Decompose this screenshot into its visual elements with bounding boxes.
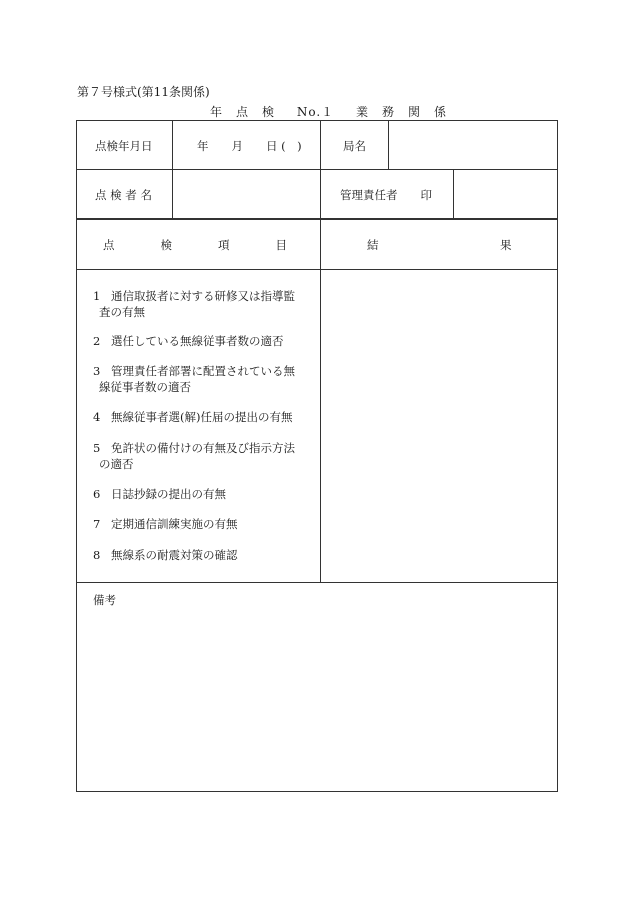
- row-divider: [76, 169, 558, 170]
- item-text: 通信取扱者に対する研修又は指導監: [111, 289, 295, 303]
- inspection-date-field[interactable]: 年 月 日 ( ): [197, 139, 302, 153]
- item-text: 選任している無線従事者数の適否: [111, 334, 284, 348]
- item-text-continued: 線従事者数の適否: [99, 380, 191, 394]
- row-divider: [76, 582, 558, 583]
- station-name-label: 局名: [343, 139, 366, 153]
- inspector-name-field[interactable]: [176, 173, 316, 215]
- inspection-items-header: 点 検 項 目: [103, 238, 287, 252]
- table-border-bottom: [76, 791, 558, 792]
- form-number-label: 第７号様式(第11条関係): [77, 85, 210, 99]
- column-divider: [388, 120, 389, 170]
- result-header-second: 果: [500, 238, 512, 252]
- inspection-item: [93, 547, 315, 563]
- item-text: 定期通信訓練実施の有無: [111, 517, 238, 531]
- form-title: 年 点 検 No.１ 業 務 関 係: [210, 105, 447, 119]
- inspection-item: [93, 440, 315, 472]
- item-text: 無線従事者選(解)任届の提出の有無: [111, 410, 293, 424]
- item-text-continued: の適否: [99, 457, 134, 471]
- item-number: 1: [93, 289, 101, 303]
- manager-seal-field[interactable]: [457, 173, 553, 215]
- item-number: 5: [93, 441, 101, 455]
- item-text: 免許状の備付けの有無及び指示方法: [111, 441, 295, 455]
- station-name-field[interactable]: [392, 124, 552, 166]
- inspection-item: [93, 363, 315, 395]
- table-border-left: [76, 120, 77, 792]
- item-number: 7: [93, 517, 101, 531]
- inspector-name-label: 点 検 者 名: [95, 188, 152, 202]
- inspection-date-label: 点検年月日: [95, 139, 153, 153]
- remarks-area[interactable]: [80, 612, 554, 787]
- inspection-item: [93, 333, 315, 349]
- manager-seal-label: 管理責任者 印: [340, 188, 432, 202]
- row-divider-thick: [76, 218, 558, 220]
- item-text: 無線系の耐震対策の確認: [111, 548, 238, 562]
- remarks-label: 備考: [93, 593, 116, 607]
- item-text: 管理責任者部署に配置されている無: [111, 364, 295, 378]
- result-area[interactable]: [324, 273, 553, 578]
- table-border-top: [76, 120, 558, 121]
- item-text: 日誌抄録の提出の有無: [111, 487, 226, 501]
- column-divider: [453, 169, 454, 219]
- item-number: 4: [93, 410, 101, 424]
- item-text-continued: 査の有無: [99, 305, 145, 319]
- inspection-item: [93, 409, 315, 425]
- column-divider: [320, 120, 321, 583]
- item-number: 6: [93, 487, 101, 501]
- result-header-first: 結: [367, 238, 379, 252]
- inspection-item: [93, 516, 315, 532]
- column-divider: [172, 120, 173, 219]
- inspection-item: [93, 486, 315, 502]
- inspection-item: [93, 288, 315, 320]
- row-divider: [76, 269, 558, 270]
- item-number: 2: [93, 334, 101, 348]
- item-number: 3: [93, 364, 101, 378]
- table-border-right: [557, 120, 558, 792]
- item-number: 8: [93, 548, 101, 562]
